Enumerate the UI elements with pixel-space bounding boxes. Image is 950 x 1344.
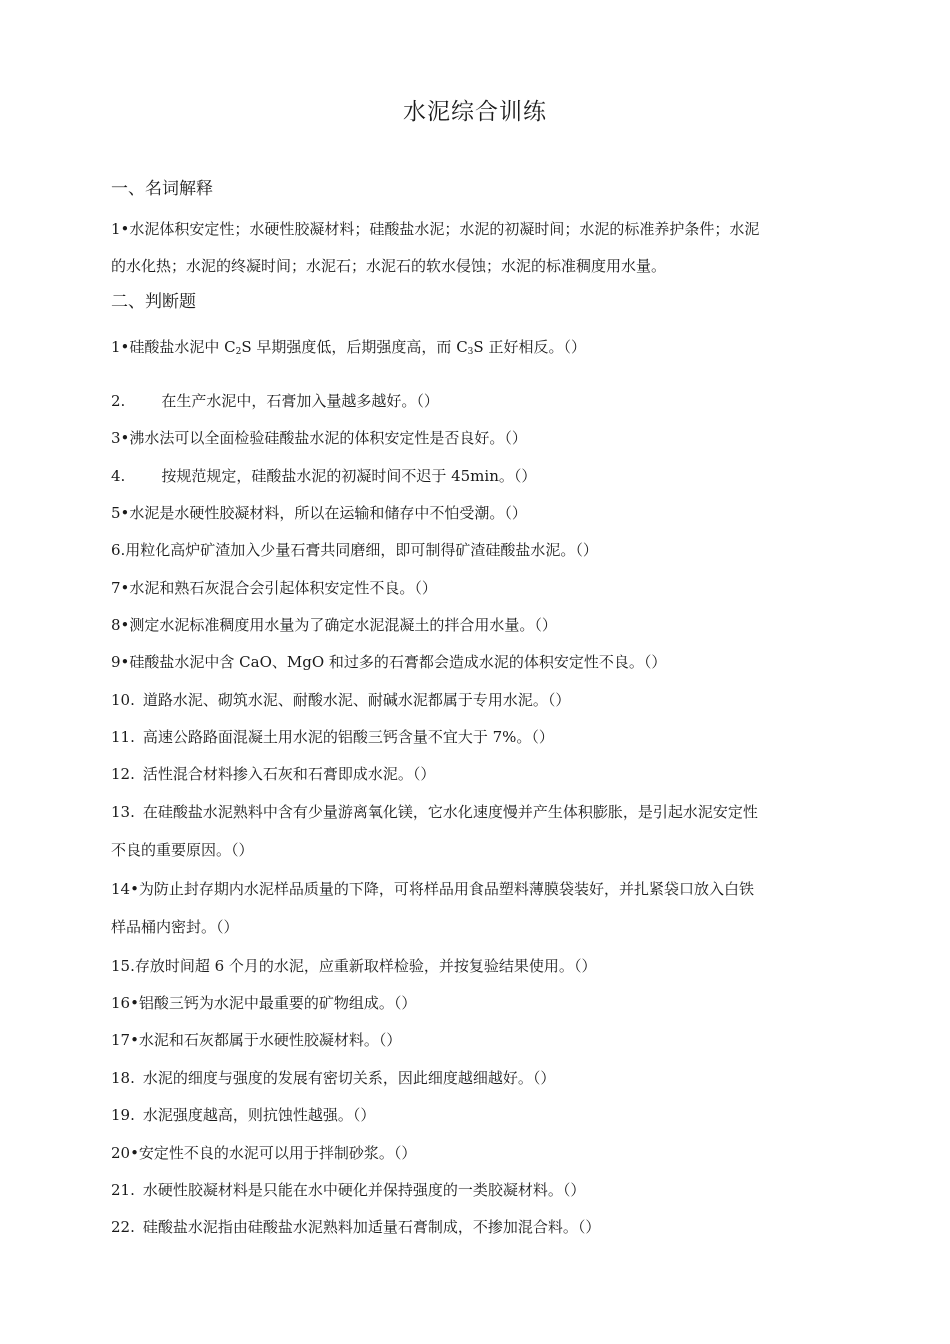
question-number: 10.	[111, 691, 135, 709]
question-text: 硅酸盐水泥指由硅酸盐水泥熟料加适量石膏制成，不掺加混合料。（）	[142, 1218, 601, 1236]
question-16: 16•铝酸三钙为水泥中最重要的矿物组成。（）	[111, 994, 417, 1012]
question-7: 7•水泥和熟石灰混合会引起体积安定性不良。（）	[111, 579, 437, 597]
question-number: 22.	[111, 1218, 135, 1236]
subscript-2: 2	[235, 347, 242, 357]
question-text: 高速公路路面混凝土用水泥的铝酸三钙含量不宜大于 7%。（）	[142, 728, 554, 746]
question-13	[111, 802, 841, 822]
definitions-line-2: 的水化热；水泥的终凝时间；水泥石；水泥石的软水侵蚀；水泥的标准稠度用水量。	[111, 257, 667, 275]
question-22	[111, 1217, 841, 1237]
definitions-line-1: 1•水泥体积安定性；水硬性胶凝材料；硅酸盐水泥；水泥的初凝时间；水泥的标准养护条件；水泥	[111, 220, 760, 238]
question-18	[111, 1068, 841, 1088]
question-10	[111, 690, 841, 710]
question-19	[111, 1105, 841, 1125]
question-4	[111, 466, 841, 486]
question-8: 8•测定水泥标准稠度用水量为了确定水泥混凝土的拌合用水量。（）	[111, 616, 557, 634]
question-3: 3•沸水法可以全面检验硅酸盐水泥的体积安定性是否良好。（）	[111, 429, 527, 447]
question-2	[111, 391, 841, 411]
question-text: 按规范规定，硅酸盐水泥的初凝时间不迟于 45min。（）	[161, 467, 537, 485]
question-12	[111, 764, 841, 784]
question-number: 11.	[111, 728, 135, 746]
question-text: 道路水泥、砌筑水泥、耐酸水泥、耐碱水泥都属于专用水泥。（）	[142, 691, 571, 709]
question-text: 在生产水泥中，石膏加入量越多越好。（）	[161, 392, 439, 410]
question-number: 4.	[111, 467, 126, 485]
question-17: 17•水泥和石灰都属于水硬性胶凝材料。（）	[111, 1031, 402, 1049]
question-1-part-a: 1•硅酸盐水泥中 C	[111, 338, 236, 356]
section-heading-true-false: 二、判断题	[111, 292, 196, 312]
question-1-part-b: S 早期强度低，后期强度高，而 C	[241, 338, 468, 356]
question-text: 水硬性胶凝材料是只能在水中硬化并保持强度的一类胶凝材料。（）	[142, 1181, 586, 1199]
question-text: 水泥的细度与强度的发展有密切关系，因此细度越细越好。（）	[142, 1069, 556, 1087]
question-14-continued: 样品桶内密封。（）	[111, 918, 239, 936]
question-number: 18.	[111, 1069, 135, 1087]
question-text: 水泥强度越高，则抗蚀性越强。（）	[142, 1106, 376, 1124]
section-heading-definitions: 一、名词解释	[111, 179, 213, 199]
question-number: 13.	[111, 803, 135, 821]
question-21	[111, 1180, 841, 1200]
question-9: 9•硅酸盐水泥中含 CaO、MgO 和过多的石膏都会造成水泥的体积安定性不良。（）	[111, 653, 667, 671]
question-number: 19.	[111, 1106, 135, 1124]
question-11	[111, 727, 841, 747]
question-20: 20•安定性不良的水泥可以用于拌制砂浆。（）	[111, 1144, 417, 1162]
question-text: 在硅酸盐水泥熟料中含有少量游离氧化镁，它水化速度慢并产生体积膨胀，是引起水泥安定性	[142, 803, 758, 821]
question-14: 14•为防止封存期内水泥样品质量的下降，可将样品用食品塑料薄膜袋装好，并扎紧袋口放入白铁	[111, 880, 754, 898]
question-number: 12.	[111, 765, 135, 783]
question-1-part-c: S 正好相反。（）	[473, 338, 586, 356]
question-number: 21.	[111, 1181, 135, 1199]
question-number: 2.	[111, 392, 126, 410]
question-1	[111, 337, 841, 362]
question-15: 15.存放时间超 6 个月的水泥，应重新取样检验，并按复验结果使用。（）	[111, 957, 597, 975]
subscript-3: 3	[467, 347, 474, 357]
question-text: 活性混合材料掺入石灰和石膏即成水泥。（）	[142, 765, 436, 783]
page-title: 水泥综合训练	[403, 99, 547, 125]
question-5: 5•水泥是水硬性胶凝材料，所以在运输和储存中不怕受潮。（）	[111, 504, 527, 522]
question-6: 6.用粒化高炉矿渣加入少量石膏共同磨细，即可制得矿渣硅酸盐水泥。（）	[111, 541, 598, 559]
question-13-continued: 不良的重要原因。（）	[111, 841, 254, 859]
